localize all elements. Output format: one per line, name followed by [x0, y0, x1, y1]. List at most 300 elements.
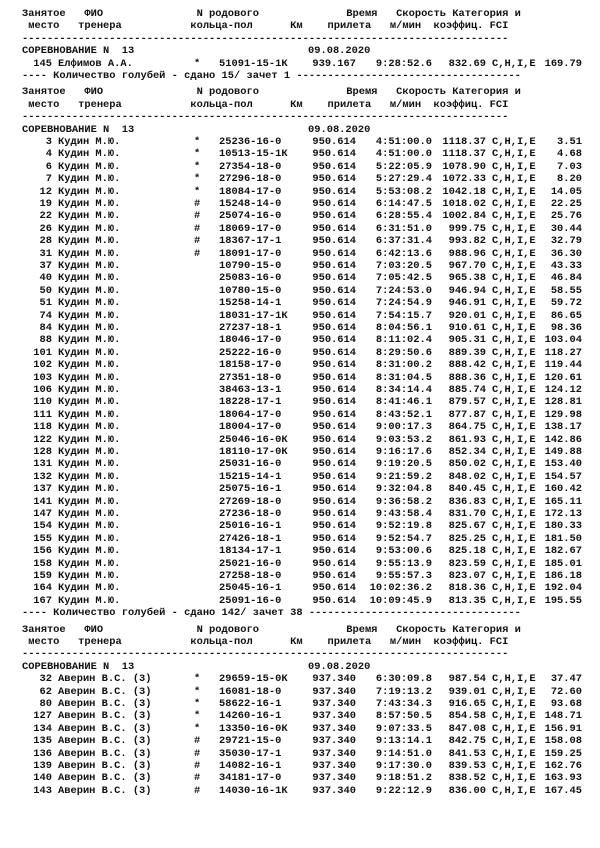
km-cell: 950.614: [312, 470, 356, 483]
km-cell: 950.614: [312, 346, 356, 359]
category-cell: C,H,I,E: [492, 322, 536, 334]
place-cell: 111: [33, 408, 52, 421]
fci-cell: 142.86: [544, 433, 582, 446]
place-cell: 80: [39, 698, 52, 710]
km-cell: 950.614: [312, 408, 356, 421]
ring-cell: 27237-18-1: [219, 322, 282, 334]
mark-cell: #: [194, 198, 201, 210]
place-cell: 158: [33, 557, 52, 570]
fci-cell: 37.47: [550, 673, 582, 686]
speed-cell: 823.59: [448, 557, 486, 570]
fci-cell: 14.05: [550, 185, 582, 198]
competition-date: 09.08.2020: [308, 660, 371, 673]
fci-cell: 165.11: [544, 495, 582, 508]
speed-cell: 916.65: [448, 698, 486, 710]
time-cell: 7:24:53.0: [375, 284, 432, 297]
category-cell: C,H,I,E: [492, 309, 536, 322]
ring-cell: 51091-15-1К: [219, 57, 288, 70]
place-cell: 7: [45, 173, 52, 186]
place-cell: 102: [33, 359, 52, 372]
km-cell: 937.340: [312, 747, 356, 760]
category-cell: C,H,I,E: [492, 421, 536, 434]
ring-cell: 10513-15-1К: [219, 148, 288, 161]
time-cell: 7:19:13.2: [375, 685, 432, 698]
km-cell: 950.614: [312, 322, 356, 334]
ring-cell: 10780-15-0: [219, 284, 282, 297]
time-cell: 9:55:57.3: [375, 570, 432, 582]
category-cell: C,H,I,E: [492, 433, 536, 446]
summary-line: ---- Количество голубей - сдано 142/ зачет 38 ----------------------------------: [22, 607, 521, 620]
place-cell: 101: [33, 346, 52, 359]
time-cell: 9:55:13.9: [375, 557, 432, 570]
ring-cell: 25046-16-0К: [219, 433, 288, 446]
place-cell: 139: [33, 760, 52, 772]
category-cell: C,H,I,E: [492, 173, 536, 186]
speed-cell: 850.02: [448, 458, 486, 471]
place-cell: 31: [39, 247, 52, 260]
km-cell: 950.614: [312, 582, 356, 595]
speed-cell: 1118.37: [442, 148, 486, 161]
km-cell: 950.614: [312, 495, 356, 508]
category-cell: C,H,I,E: [492, 160, 536, 173]
ring-cell: 27296-18-0: [219, 173, 282, 186]
place-cell: 84: [39, 322, 52, 334]
trainer-cell: Кудин М.Ю.: [58, 421, 121, 434]
time-cell: 6:30:09.8: [375, 673, 432, 686]
trainer-cell: Кудин М.Ю.: [58, 532, 121, 545]
speed-cell: 813.35: [448, 594, 486, 607]
trainer-cell: Аверин В.С. (3): [58, 747, 152, 760]
speed-cell: 825.67: [448, 520, 486, 533]
speed-cell: 946.91: [448, 297, 486, 310]
time-cell: 8:43:52.1: [375, 408, 432, 421]
ring-cell: 14082-16-1: [219, 760, 282, 772]
category-cell: C,H,I,E: [492, 594, 536, 607]
ring-cell: 25083-16-0: [219, 272, 282, 285]
mark-cell: #: [194, 222, 201, 235]
place-cell: 147: [33, 508, 52, 520]
fci-cell: 182.67: [544, 545, 582, 558]
ring-cell: 13350-16-0К: [219, 722, 288, 735]
ring-cell: 38463-13-1: [219, 384, 282, 396]
ring-cell: 16081-18-0: [219, 685, 282, 698]
km-cell: 950.614: [312, 421, 356, 434]
place-cell: 143: [33, 784, 52, 797]
trainer-cell: Кудин М.Ю.: [58, 235, 121, 248]
fci-cell: 98.36: [550, 322, 582, 334]
category-cell: C,H,I,E: [492, 198, 536, 210]
trainer-cell: Кудин М.Ю.: [58, 198, 121, 210]
time-cell: 5:53:08.2: [375, 185, 432, 198]
trainer-cell: Кудин М.Ю.: [58, 495, 121, 508]
fci-cell: 138.17: [544, 421, 582, 434]
speed-cell: 1042.18: [442, 185, 486, 198]
fci-cell: 181.50: [544, 532, 582, 545]
fci-cell: 172.13: [544, 508, 582, 520]
ring-cell: 34181-17-0: [219, 772, 282, 785]
time-cell: 9:52:19.8: [375, 520, 432, 533]
speed-cell: 888.36: [448, 371, 486, 384]
fci-cell: 4.68: [557, 148, 582, 161]
ring-cell: 27426-18-1: [219, 532, 282, 545]
time-cell: 7:43:34.3: [375, 698, 432, 710]
trainer-cell: Кудин М.Ю.: [58, 359, 121, 372]
speed-cell: 847.08: [448, 722, 486, 735]
speed-cell: 838.52: [448, 772, 486, 785]
trainer-cell: Кудин М.Ю.: [58, 433, 121, 446]
mark-cell: #: [194, 784, 201, 797]
time-cell: 6:42:13.6: [375, 247, 432, 260]
competition-date: 09.08.2020: [308, 123, 371, 136]
speed-cell: 987.54: [448, 673, 486, 686]
speed-cell: 836.83: [448, 495, 486, 508]
category-cell: C,H,I,E: [492, 371, 536, 384]
category-cell: C,H,I,E: [492, 483, 536, 496]
fci-cell: 156.91: [544, 722, 582, 735]
place-cell: 167: [33, 594, 52, 607]
km-cell: 937.340: [312, 673, 356, 686]
trainer-cell: Кудин М.Ю.: [58, 346, 121, 359]
fci-cell: 158.08: [544, 735, 582, 748]
place-cell: 4: [45, 148, 52, 161]
time-cell: 8:31:04.5: [375, 371, 432, 384]
fci-cell: 154.57: [544, 470, 582, 483]
km-cell: 950.614: [312, 235, 356, 248]
place-cell: 140: [33, 772, 52, 785]
ring-cell: 25075-16-1: [219, 483, 282, 496]
speed-cell: 1018.02: [442, 198, 486, 210]
place-cell: 12: [39, 185, 52, 198]
time-cell: 6:14:47.5: [375, 198, 432, 210]
speed-cell: 841.53: [448, 747, 486, 760]
competition-title: СОРЕВНОВАНИЕ N 13: [22, 660, 135, 673]
header-line-1: Занятое ФИО N родового Время Скорость Категория и: [22, 623, 521, 636]
speed-cell: 1072.33: [442, 173, 486, 186]
km-cell: 937.340: [312, 698, 356, 710]
ring-cell: 10790-15-0: [219, 260, 282, 272]
time-cell: 8:34:14.4: [375, 384, 432, 396]
competition-title: СОРЕВНОВАНИЕ N 13: [22, 123, 135, 136]
place-cell: 128: [33, 446, 52, 458]
time-cell: 9:32:04.8: [375, 483, 432, 496]
ring-cell: 18134-17-1: [219, 545, 282, 558]
km-cell: 950.614: [312, 210, 356, 223]
speed-cell: 988.96: [448, 247, 486, 260]
km-cell: 937.340: [312, 772, 356, 785]
category-cell: C,H,I,E: [492, 57, 536, 70]
fci-cell: 32.79: [550, 235, 582, 248]
mark-cell: *: [194, 710, 201, 723]
fci-cell: 119.44: [544, 359, 582, 372]
category-cell: C,H,I,E: [492, 772, 536, 785]
place-cell: 74: [39, 309, 52, 322]
place-cell: 164: [33, 582, 52, 595]
trainer-cell: Кудин М.Ю.: [58, 322, 121, 334]
trainer-cell: Аверин В.С. (3): [58, 685, 152, 698]
category-cell: C,H,I,E: [492, 148, 536, 161]
place-cell: 131: [33, 458, 52, 471]
speed-cell: 920.01: [448, 309, 486, 322]
mark-cell: *: [194, 698, 201, 710]
speed-cell: 885.74: [448, 384, 486, 396]
ring-cell: 25016-16-1: [219, 520, 282, 533]
place-cell: 122: [33, 433, 52, 446]
category-cell: C,H,I,E: [492, 408, 536, 421]
time-cell: 6:37:31.4: [375, 235, 432, 248]
km-cell: 950.614: [312, 570, 356, 582]
fci-cell: 159.25: [544, 747, 582, 760]
category-cell: C,H,I,E: [492, 508, 536, 520]
speed-cell: 946.94: [448, 284, 486, 297]
trainer-cell: Кудин М.Ю.: [58, 185, 121, 198]
fci-cell: 7.03: [557, 160, 582, 173]
trainer-cell: Кудин М.Ю.: [58, 272, 121, 285]
category-cell: C,H,I,E: [492, 384, 536, 396]
time-cell: 7:54:15.7: [375, 309, 432, 322]
place-cell: 28: [39, 235, 52, 248]
trainer-cell: Аверин В.С. (3): [58, 722, 152, 735]
category-cell: C,H,I,E: [492, 247, 536, 260]
ring-cell: 58622-16-1: [219, 698, 282, 710]
km-cell: 950.614: [312, 260, 356, 272]
ring-cell: 18367-17-1: [219, 235, 282, 248]
competition-date: 09.08.2020: [308, 45, 371, 58]
ring-cell: 27258-18-0: [219, 570, 282, 582]
trainer-cell: Кудин М.Ю.: [58, 557, 121, 570]
ring-cell: 27236-18-0: [219, 508, 282, 520]
category-cell: C,H,I,E: [492, 136, 536, 148]
place-cell: 50: [39, 284, 52, 297]
category-cell: C,H,I,E: [492, 698, 536, 710]
fci-cell: 93.68: [550, 698, 582, 710]
time-cell: 9:16:17.6: [375, 446, 432, 458]
km-cell: 950.614: [312, 458, 356, 471]
time-cell: 9:07:33.5: [375, 722, 432, 735]
place-cell: 127: [33, 710, 52, 723]
km-cell: 950.614: [312, 384, 356, 396]
place-cell: 3: [45, 136, 52, 148]
speed-cell: 888.42: [448, 359, 486, 372]
place-cell: 88: [39, 334, 52, 347]
mark-cell: #: [194, 747, 201, 760]
time-cell: 7:05:42.5: [375, 272, 432, 285]
category-cell: C,H,I,E: [492, 210, 536, 223]
fci-cell: 43.33: [550, 260, 582, 272]
km-cell: 950.614: [312, 557, 356, 570]
ring-cell: 27269-18-0: [219, 495, 282, 508]
mark-cell: *: [194, 57, 201, 70]
time-cell: 8:57:50.5: [375, 710, 432, 723]
speed-cell: 967.70: [448, 260, 486, 272]
speed-cell: 965.38: [448, 272, 486, 285]
trainer-cell: Кудин М.Ю.: [58, 136, 121, 148]
ring-cell: 18069-17-0: [219, 222, 282, 235]
mark-cell: *: [194, 173, 201, 186]
ring-cell: 18228-17-1: [219, 396, 282, 409]
fci-cell: 86.65: [550, 309, 582, 322]
km-cell: 950.614: [312, 359, 356, 372]
speed-cell: 864.75: [448, 421, 486, 434]
trainer-cell: Кудин М.Ю.: [58, 334, 121, 347]
trainer-cell: Кудин М.Ю.: [58, 594, 121, 607]
ring-cell: 18084-17-0: [219, 185, 282, 198]
trainer-cell: Кудин М.Ю.: [58, 483, 121, 496]
fci-cell: 124.12: [544, 384, 582, 396]
category-cell: C,H,I,E: [492, 396, 536, 409]
km-cell: 937.340: [312, 784, 356, 797]
fci-cell: 36.30: [550, 247, 582, 260]
time-cell: 9:18:51.2: [375, 772, 432, 785]
fci-cell: 118.27: [544, 346, 582, 359]
time-cell: 4:51:00.0: [375, 136, 432, 148]
time-cell: 7:03:20.5: [375, 260, 432, 272]
category-cell: C,H,I,E: [492, 747, 536, 760]
category-cell: C,H,I,E: [492, 235, 536, 248]
km-cell: 950.614: [312, 222, 356, 235]
time-cell: 9:17:30.0: [375, 760, 432, 772]
category-cell: C,H,I,E: [492, 685, 536, 698]
km-cell: 950.614: [312, 483, 356, 496]
trainer-cell: Кудин М.Ю.: [58, 309, 121, 322]
place-cell: 37: [39, 260, 52, 272]
fci-cell: 148.71: [544, 710, 582, 723]
header-line-1: Занятое ФИО N родового Время Скорость Категория и: [22, 86, 521, 99]
ring-cell: 25031-16-0: [219, 458, 282, 471]
ring-cell: 29721-15-0: [219, 735, 282, 748]
trainer-cell: Кудин М.Ю.: [58, 396, 121, 409]
place-cell: 141: [33, 495, 52, 508]
place-cell: 136: [33, 747, 52, 760]
header-line-1: Занятое ФИО N родового Время Скорость Категория и: [22, 8, 521, 20]
category-cell: C,H,I,E: [492, 784, 536, 797]
category-cell: C,H,I,E: [492, 582, 536, 595]
km-cell: 950.614: [312, 594, 356, 607]
time-cell: 10:09:45.9: [369, 594, 432, 607]
place-cell: 26: [39, 222, 52, 235]
ring-cell: 25045-16-1: [219, 582, 282, 595]
fci-cell: 3.51: [557, 136, 582, 148]
mark-cell: *: [194, 722, 201, 735]
category-cell: C,H,I,E: [492, 570, 536, 582]
time-cell: 9:52:54.7: [375, 532, 432, 545]
place-cell: 155: [33, 532, 52, 545]
category-cell: C,H,I,E: [492, 346, 536, 359]
trainer-cell: Кудин М.Ю.: [58, 570, 121, 582]
ring-cell: 15248-14-0: [219, 198, 282, 210]
ring-cell: 27354-18-0: [219, 160, 282, 173]
speed-cell: 999.75: [448, 222, 486, 235]
ring-cell: 18031-17-1К: [219, 309, 288, 322]
time-cell: 9:22:12.9: [375, 784, 432, 797]
trainer-cell: Кудин М.Ю.: [58, 384, 121, 396]
time-cell: 8:41:46.1: [375, 396, 432, 409]
time-cell: 9:19:20.5: [375, 458, 432, 471]
place-cell: 110: [33, 396, 52, 409]
place-cell: 134: [33, 722, 52, 735]
km-cell: 950.614: [312, 284, 356, 297]
fci-cell: 22.25: [550, 198, 582, 210]
km-cell: 950.614: [312, 532, 356, 545]
ring-cell: 27351-18-0: [219, 371, 282, 384]
category-cell: C,H,I,E: [492, 557, 536, 570]
ring-cell: 18110-17-0К: [219, 446, 288, 458]
trainer-cell: Аверин В.С. (3): [58, 673, 152, 686]
category-cell: C,H,I,E: [492, 520, 536, 533]
trainer-cell: Аверин В.С. (3): [58, 698, 152, 710]
trainer-cell: Кудин М.Ю.: [58, 408, 121, 421]
km-cell: 937.340: [312, 685, 356, 698]
mark-cell: #: [194, 210, 201, 223]
time-cell: 9:36:58.2: [375, 495, 432, 508]
time-cell: 7:24:54.9: [375, 297, 432, 310]
place-cell: 159: [33, 570, 52, 582]
ring-cell: 15215-14-1: [219, 470, 282, 483]
speed-cell: 852.34: [448, 446, 486, 458]
km-cell: 950.614: [312, 148, 356, 161]
place-cell: 132: [33, 470, 52, 483]
place-cell: 137: [33, 483, 52, 496]
ring-cell: 35030-17-1: [219, 747, 282, 760]
fci-cell: 149.88: [544, 446, 582, 458]
trainer-cell: Кудин М.Ю.: [58, 458, 121, 471]
place-cell: 156: [33, 545, 52, 558]
mark-cell: *: [194, 185, 201, 198]
mark-cell: #: [194, 760, 201, 772]
fci-cell: 30.44: [550, 222, 582, 235]
trainer-cell: Аверин В.С. (3): [58, 710, 152, 723]
km-cell: 950.614: [312, 545, 356, 558]
fci-cell: 120.61: [544, 371, 582, 384]
place-cell: 51: [39, 297, 52, 310]
trainer-cell: Кудин М.Ю.: [58, 160, 121, 173]
place-cell: 40: [39, 272, 52, 285]
time-cell: 9:53:00.6: [375, 545, 432, 558]
km-cell: 950.614: [312, 508, 356, 520]
km-cell: 950.614: [312, 160, 356, 173]
header-separator: ------------------------------------------------------------------------------: [22, 111, 509, 124]
fci-cell: 128.81: [544, 396, 582, 409]
km-cell: 950.614: [312, 309, 356, 322]
trainer-cell: Кудин М.Ю.: [58, 446, 121, 458]
trainer-cell: Аверин В.С. (3): [58, 772, 152, 785]
ring-cell: 25236-16-0: [219, 136, 282, 148]
place-cell: 106: [33, 384, 52, 396]
ring-cell: 29659-15-0К: [219, 673, 288, 686]
mark-cell: #: [194, 247, 201, 260]
trainer-cell: Аверин В.С. (3): [58, 784, 152, 797]
speed-cell: 905.31: [448, 334, 486, 347]
speed-cell: 939.01: [448, 685, 486, 698]
speed-cell: 910.61: [448, 322, 486, 334]
ring-cell: 18158-17-0: [219, 359, 282, 372]
speed-cell: 879.57: [448, 396, 486, 409]
category-cell: C,H,I,E: [492, 458, 536, 471]
fci-cell: 169.79: [544, 57, 582, 70]
km-cell: 950.614: [312, 247, 356, 260]
ring-cell: 18091-17-0: [219, 247, 282, 260]
category-cell: C,H,I,E: [492, 673, 536, 686]
km-cell: 950.614: [312, 446, 356, 458]
time-cell: 4:51:00.0: [375, 148, 432, 161]
ring-cell: 25091-16-0: [219, 594, 282, 607]
time-cell: 8:31:00.2: [375, 359, 432, 372]
km-cell: 950.614: [312, 520, 356, 533]
category-cell: C,H,I,E: [492, 272, 536, 285]
trainer-cell: Кудин М.Ю.: [58, 371, 121, 384]
trainer-cell: Кудин М.Ю.: [58, 222, 121, 235]
trainer-cell: Кудин М.Ю.: [58, 470, 121, 483]
speed-cell: 993.82: [448, 235, 486, 248]
